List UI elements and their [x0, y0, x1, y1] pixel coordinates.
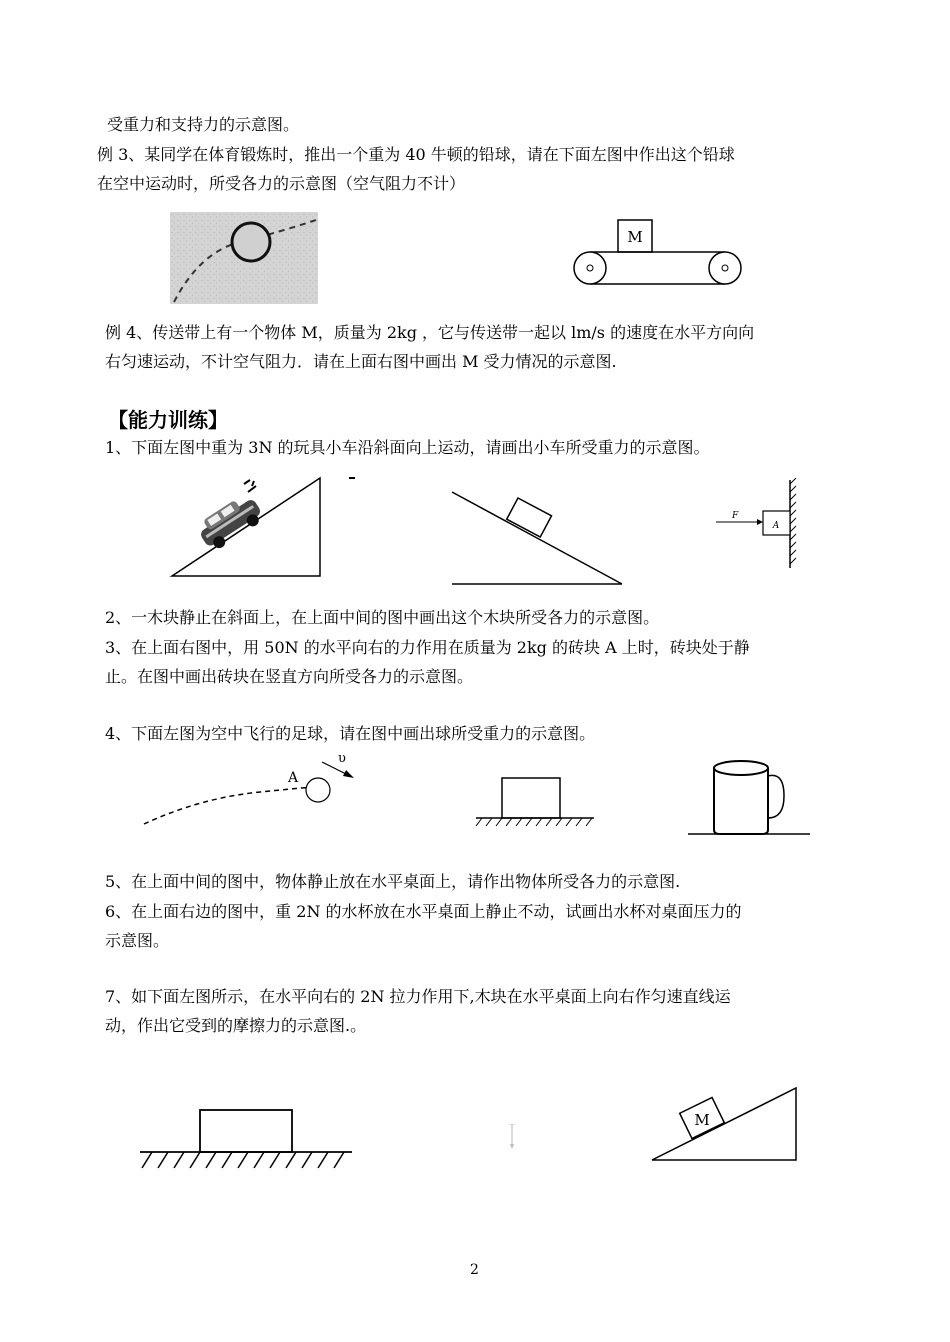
question-7: 动，作出它受到的摩擦力的示意图.。 [105, 1016, 367, 1035]
example-3-text: 例 3、某同学在体育锻炼时，推出一个重为 40 牛顿的铅球，请在下面左图中作出这个铅球 [97, 145, 735, 164]
question-1: 1、下面左图中重为 3N 的玩具小车沿斜面向上运动，请画出小车所受重力的示意图。 [105, 438, 710, 457]
wood-block-table-figure [136, 1106, 356, 1176]
velocity-label: υ [338, 751, 346, 766]
block-m-incline-figure [648, 1086, 800, 1168]
block-label: M [627, 228, 643, 246]
shotput-figure [170, 212, 318, 308]
example-4-text: 例 4、传送带上有一个物体 M，质量为 2kg ，它与传送带一起以 lm/s 的速度在水平方向向 [105, 323, 755, 342]
ball-point-label: A [288, 770, 299, 786]
section-heading: 【能力训练】 [108, 408, 228, 432]
page-number: 2 [470, 1262, 479, 1278]
question-7: 7、如下面左图所示，在水平向右的 2N 拉力作用下,木块在水平桌面上向右作匀速直线运 [105, 987, 731, 1006]
faint-mark [508, 1124, 516, 1154]
question-3: 3、在上面右图中，用 50N 的水平向右的力作用在质量为 2kg 的砖块 A 上时，砖块处于静 [105, 638, 750, 657]
example-4-text: 右匀速运动，不计空气阻力．请在上面右图中画出 M 受力情况的示意图. [105, 352, 617, 371]
force-label: F [732, 511, 739, 521]
question-5: 5、在上面中间的图中，物体静止放在水平桌面上，请作出物体所受各力的示意图. [105, 872, 681, 891]
cup-on-table-figure [686, 754, 812, 842]
block-incline-figure [450, 488, 626, 592]
question-6: 示意图。 [105, 931, 170, 950]
toy-car-incline-figure [168, 474, 363, 586]
block-on-table-figure [472, 774, 598, 834]
conveyor-belt-figure [570, 218, 745, 294]
question-2: 2、一木块静止在斜面上，在上面中间的图中画出这个木块所受各力的示意图。 [105, 608, 660, 627]
flying-ball-figure [140, 748, 370, 834]
question-3: 止。在图中画出砖块在竖直方向所受各力的示意图。 [105, 667, 474, 686]
example-3-text: 在空中运动时，所受各力的示意图（空气阻力不计） [97, 174, 466, 193]
wall-brick-figure [712, 478, 802, 576]
text-line: 受重力和支持力的示意图。 [107, 115, 300, 134]
incline-block-label: M [694, 1111, 710, 1129]
brick-label: A [772, 521, 780, 531]
question-4: 4、下面左图为空中飞行的足球，请在图中画出球所受重力的示意图。 [105, 724, 596, 743]
question-6: 6、在上面右边的图中，重 2N 的水杯放在水平桌面上静止不动，试画出水杯对桌面压力的 [105, 902, 742, 921]
